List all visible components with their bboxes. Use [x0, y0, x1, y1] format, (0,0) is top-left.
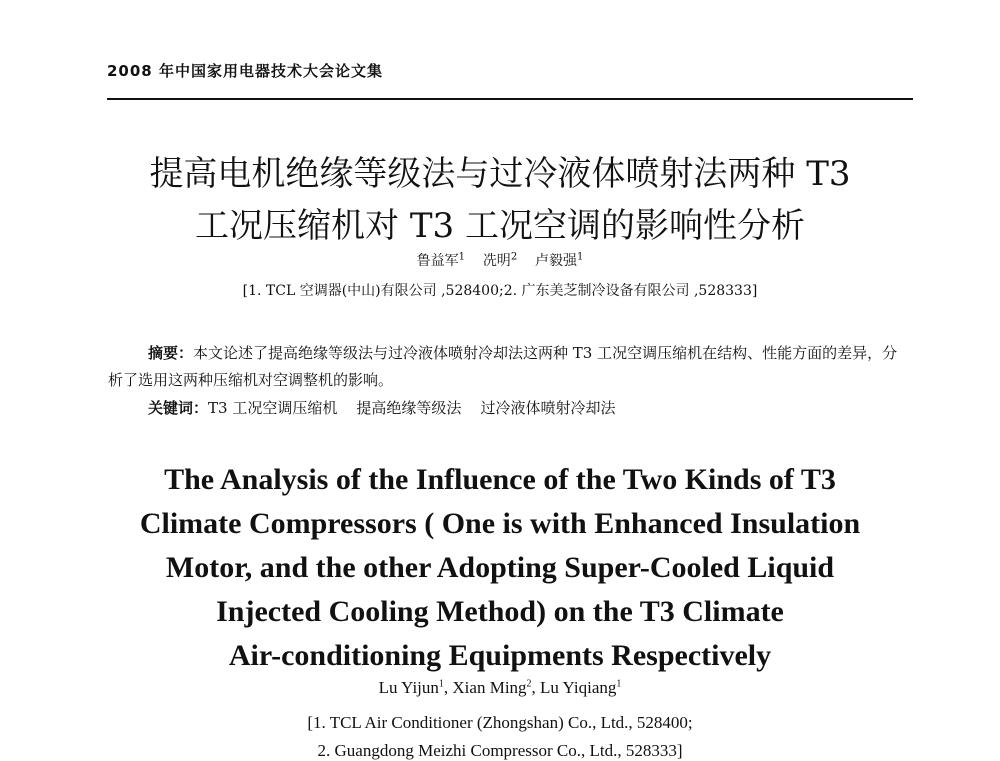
en-author-1: Lu Yijun$^1$ [378, 678, 444, 697]
keywords-label: 关键词： [148, 399, 209, 417]
cn-keywords [148, 397, 616, 418]
cn-author-3: 卢毅强$^1$ [535, 251, 584, 269]
en-authors: Lu Yijun$^1$, Xian Ming$^2$, Lu Yiqiang$^1$ [378, 678, 622, 697]
en-affiliation-line-1: [1. TCL Air Conditioner (Zhongshan) Co., Ltd., 528400; [307, 713, 693, 732]
keyword-3: 过冷液体喷射冷却法 [480, 399, 616, 417]
cn-author-2: 冼明$^2$ [482, 251, 518, 269]
cn-author-1: 鲁益军$^1$ [416, 251, 465, 269]
en-affiliation-line-2: 2. Guangdong Meizhi Compressor Co., Ltd., 528333] [317, 741, 683, 760]
running-header: 2008 年中国家用电器技术大会论文集 [107, 62, 383, 80]
cn-title-line-1: 提高电机绝缘等级法与过冷液体喷射法两种 T3 [149, 154, 851, 194]
en-author-2: Xian Ming$^2$ [452, 678, 532, 697]
en-title-line-3: Motor, and the other Adopting Super-Cooled Liquid [165, 551, 835, 584]
abstract-label: 摘要： [148, 344, 194, 362]
abstract-text: 本文论述了提高绝缘等级法与过冷液体喷射冷却法这两种 T3 工况空调压缩机在结构、性能方面的差异，分析了选用这两种压缩机对空调整机的影响。 [108, 344, 898, 389]
en-author-3: Lu Yiqiang$^1$ [540, 678, 622, 697]
en-title-line-1: The Analysis of the Influence of the Two Kinds of T3 [164, 463, 836, 496]
en-title-line-2: Climate Compressors ( One is with Enhanced Insulation [139, 507, 861, 540]
cn-title-line-2: 工况压缩机对 T3 工况空调的影响性分析 [195, 206, 805, 246]
cn-affiliation: [1. TCL 空调器(中山)有限公司 ,528400;2. 广东美芝制冷设备有限公司 ,528333] [242, 283, 758, 299]
en-title-line-5: Air-conditioning Equipments Respectively [228, 639, 772, 672]
cn-abstract [108, 340, 912, 394]
keyword-2: 提高绝缘等级法 [356, 399, 462, 417]
en-title-line-4: Injected Cooling Method) on the T3 Climate [216, 595, 784, 628]
cn-authors [0, 250, 1000, 270]
header-rule [107, 98, 913, 100]
keyword-1: T3 工况空调压缩机 [208, 399, 338, 417]
